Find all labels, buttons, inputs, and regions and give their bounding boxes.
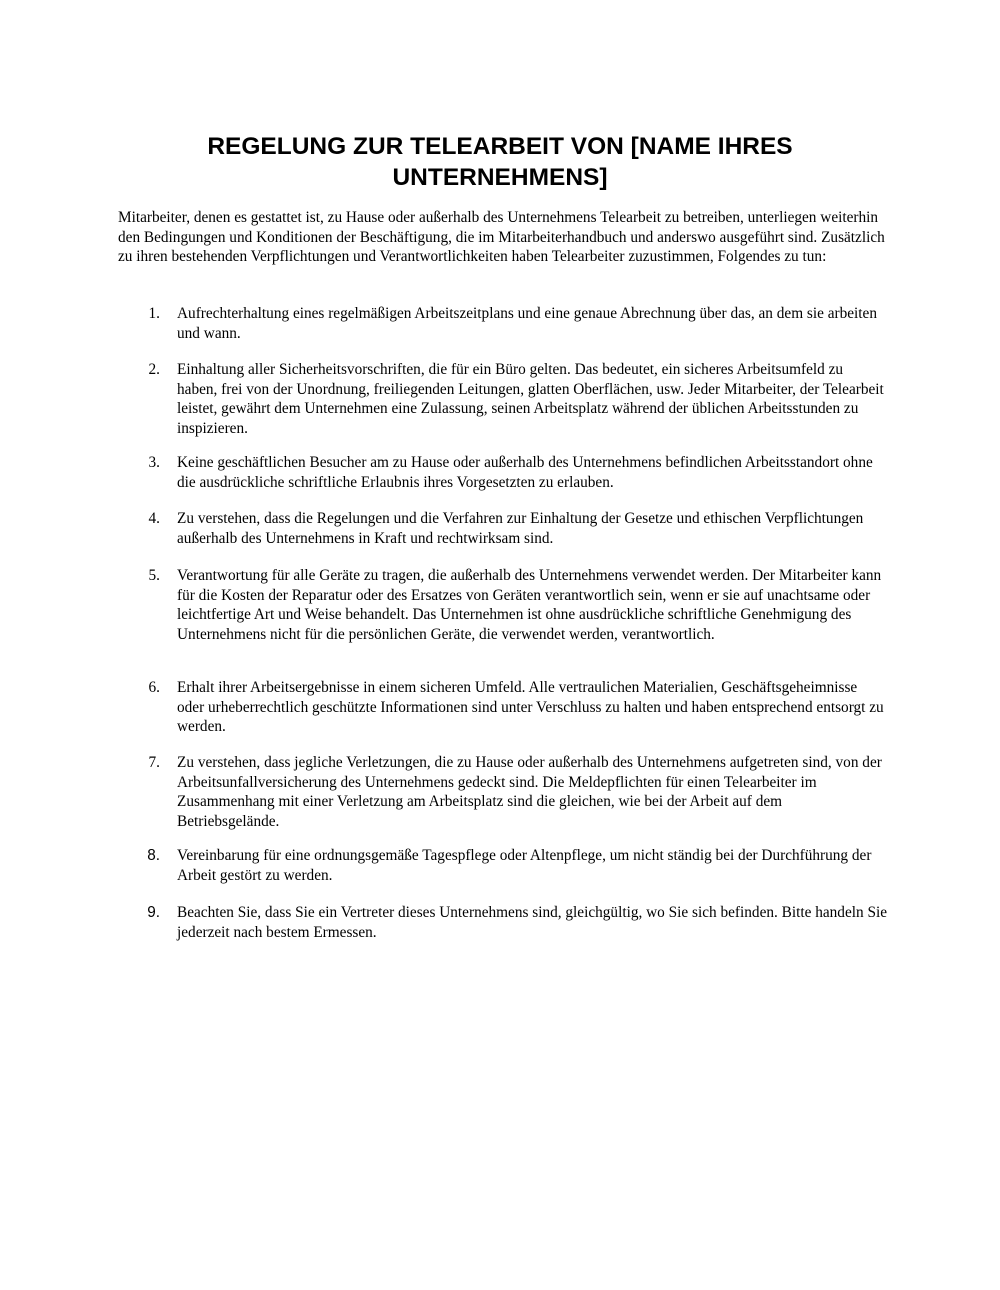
list-item-text: Einhaltung aller Sicherheitsvorschriften, die für ein Büro gelten. Das bedeutet, ein sicheres Arbeitsumfeld zu haben, frei von der Unordnung, freiliegenden Leitungen, glatten Oberflächen, usw. Jeder Mitarbeiter, der Telearbeit leistet, gewährt dem Unternehmen eine Zulassung, seinen Arbeitsplatz während der üblichen Arbeitsstunden zu inspizieren.	[177, 361, 884, 437]
list-item-text: Aufrechterhaltung eines regelmäßigen Arbeitszeitplans und eine genaue Abrechnung über das, an dem sie arbeiten und wann.	[177, 305, 877, 342]
list-item-number: 2.	[148, 361, 160, 378]
list-item-text: Verantwortung für alle Geräte zu tragen, die außerhalb des Unternehmens verwendet werden. Der Mitarbeiter kann für die Kosten der Reparatur oder des Ersatzes von Geräten verantwortlich sein, wenn er sie auf unachtsame oder leichtfertige Art und Weise behandelt. Das Unternehmen ist ohne ausdrückliche schriftliche Genehmigung des Unternehmens nicht für die persönlichen Geräte, die verwendet werden, verantwortlich.	[177, 567, 882, 643]
list-item-text: Vereinbarung für eine ordnungsgemäße Tagespflege oder Altenpflege, um nicht ständig bei der Durchführung der Arbeit gestört zu werden.	[177, 847, 872, 884]
list-item-text: Beachten Sie, dass Sie ein Vertreter dieses Unternehmens sind, gleichgültig, wo Sie sich befinden. Bitte handeln Sie jederzeit nach bestem Ermessen.	[177, 904, 888, 941]
list-item-number: 8.	[147, 847, 160, 864]
list-item-text: Keine geschäftlichen Besucher am zu Hause oder außerhalb des Unternehmens befindlichen Arbeitsstandort ohne die ausdrückliche schriftliche Erlaubnis ihres Vorgesetzten zu erlauben.	[177, 454, 873, 491]
list-item-number: 5.	[148, 567, 160, 584]
list-item-number: 6.	[148, 679, 160, 696]
list-item-number: 4.	[148, 510, 160, 527]
list-item-number: 7.	[148, 754, 160, 771]
list-item-text: Zu verstehen, dass die Regelungen und die Verfahren zur Einhaltung der Gesetze und ethischen Verpflichtungen außerhalb des Unternehmens in Kraft und rechtwirksam sind.	[177, 510, 864, 547]
list-item-number: 9.	[147, 904, 160, 921]
list-item-text: Zu verstehen, dass jegliche Verletzungen, die zu Hause oder außerhalb des Unternehmens aufgetreten sind, von der Arbeitsunfallversicherung des Unternehmens gedeckt sind. Die Meldepflichten für einen Telearbeiter im Zusammenhang mit einer Verletzung am Arbeitsplatz sind die gleichen, wie bei der Arbeit auf dem Betriebsgelände.	[177, 754, 882, 830]
list-item-text: Erhalt ihrer Arbeitsergebnisse in einem sicheren Umfeld. Alle vertraulichen Materialien, Geschäftsgeheimnisse oder urheberrechtlich geschützte Informationen sind unter Verschluss zu halten und haben entsprechend entsorgt zu werden.	[177, 679, 884, 736]
list-item-number: 3.	[148, 454, 160, 471]
list-item-number: 1.	[148, 305, 160, 322]
page-title: REGELUNG ZUR TELEARBEIT VON [NAME IHRES UNTERNEHMENS]	[207, 133, 793, 191]
intro-paragraph: Mitarbeiter, denen es gestattet ist, zu Hause oder außerhalb des Unternehmens Telearbeit zu betreiben, unterliegen weiterhin den Bedingungen und Konditionen der Beschäftigung, die im Mitarbeiterhandbuch und anderswo ausgeführt sind. Zusätzlich zu ihren bestehenden Verpflichtungen und Verantwortlichkeiten haben Telearbeiter zuzustimmen, Folgendes zu tun:	[118, 209, 885, 266]
